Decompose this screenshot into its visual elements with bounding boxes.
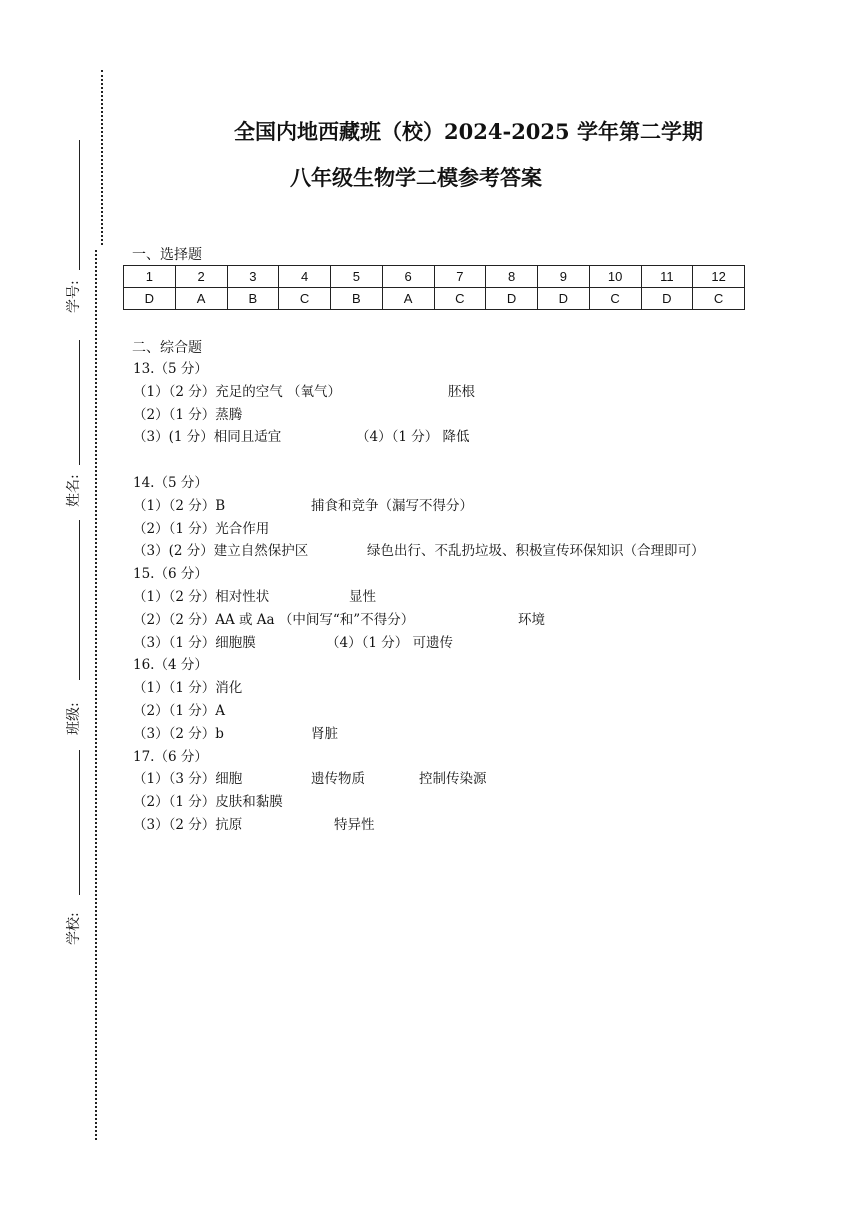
name-underline-lower	[79, 520, 80, 680]
answer-line: （2）（1 分）蒸腾	[133, 406, 243, 423]
answer-cell: C	[693, 288, 745, 310]
comprehensive-answers	[133, 358, 773, 837]
question-number: 2	[175, 266, 227, 288]
answer-text: （1）（3 分）细胞	[133, 771, 243, 788]
answer-cell: A	[175, 288, 227, 310]
page-subtitle: 八年级生物学二模参考答案	[290, 165, 542, 190]
answer-cell: D	[486, 288, 538, 310]
question-14-heading: 14.（5 分）	[133, 474, 208, 491]
answer-text: 环境	[518, 611, 545, 628]
answer-text: （1）（2 分）B	[133, 497, 226, 514]
answer-text: （1）（2 分）相对性状	[133, 588, 270, 605]
answer-cell: D	[641, 288, 693, 310]
answer-cell: D	[124, 288, 176, 310]
answer-cell: C	[279, 288, 331, 310]
answer-table	[123, 265, 745, 310]
section-multiple-choice-heading: 一、选择题	[132, 247, 202, 263]
answer-line	[133, 540, 773, 563]
question-13-heading: 13.（5 分）	[133, 361, 208, 377]
answer-line	[133, 381, 773, 404]
answer-line	[133, 723, 773, 746]
binding-dotted-line-top	[101, 70, 103, 245]
answer-cell: B	[227, 288, 279, 310]
table-row-answers	[124, 288, 745, 310]
question-15-heading: 15.（6 分）	[133, 566, 208, 583]
answer-text: 绿色出行、不乱扔垃圾、积极宣传环保知识（合理即可）	[367, 543, 705, 560]
answer-text: 特异性	[334, 816, 375, 833]
binding-dotted-line	[95, 250, 97, 1140]
school-underline	[79, 840, 80, 895]
name-label: 姓名:	[66, 474, 82, 507]
question-number: 7	[434, 266, 486, 288]
answer-text: （4）（1 分） 可遗传	[326, 634, 454, 651]
page-title: 全国内地西藏班（校）2024-2025 学年第二学期	[234, 119, 703, 144]
question-number: 3	[227, 266, 279, 288]
answer-line: （2）（1 分）皮肤和黏膜	[133, 794, 283, 811]
question-number: 6	[382, 266, 434, 288]
answer-text: 控制传染源	[419, 771, 487, 788]
answer-text: 肾脏	[311, 725, 338, 742]
answer-text: （3）（2 分）b	[133, 725, 224, 742]
answer-line	[133, 495, 773, 518]
answer-cell: D	[538, 288, 590, 310]
answer-cell: B	[331, 288, 383, 310]
answer-text: 胚根	[448, 383, 475, 400]
answer-cell: C	[434, 288, 486, 310]
answer-text: （3）(2 分）建立自然保护区	[133, 543, 309, 560]
section-comprehensive-heading: 二、综合题	[132, 340, 202, 356]
answer-line	[133, 586, 773, 609]
school-label: 学校:	[66, 912, 82, 945]
answer-text: （4）（1 分） 降低	[356, 429, 470, 446]
question-number: 10	[589, 266, 641, 288]
question-number: 9	[538, 266, 590, 288]
student-id-underline	[79, 140, 80, 270]
answer-line	[133, 814, 773, 837]
answer-line: （2）（1 分）A	[133, 702, 225, 719]
question-16-heading: 16.（4 分）	[133, 657, 208, 674]
answer-cell: A	[382, 288, 434, 310]
answer-text: 显性	[349, 588, 376, 605]
answer-text: （1）（2 分）充足的空气 （氧气）	[133, 383, 342, 400]
question-17-heading: 17.（6 分）	[133, 748, 208, 765]
answer-text: （2）（2 分）AA 或 Aa （中间写“和”不得分）	[133, 611, 415, 628]
answer-text: （3）（2 分）抗原	[133, 816, 243, 833]
answer-line	[133, 609, 773, 632]
name-underline	[79, 340, 80, 465]
answer-text: （3）（1 分）细胞膜	[133, 634, 256, 651]
question-number: 1	[124, 266, 176, 288]
table-row-numbers	[124, 266, 745, 288]
question-number: 8	[486, 266, 538, 288]
answer-line: （1）（1 分）消化	[133, 680, 243, 697]
answer-text: 捕食和竞争（漏写不得分）	[311, 497, 473, 514]
answer-line: （2）（1 分）光合作用	[133, 520, 270, 537]
answer-line	[133, 768, 773, 791]
class-label: 班级:	[66, 702, 82, 735]
question-number: 11	[641, 266, 693, 288]
answer-line	[133, 632, 773, 655]
answer-text: 遗传物质	[311, 771, 365, 788]
question-number: 12	[693, 266, 745, 288]
question-number: 4	[279, 266, 331, 288]
answer-line	[133, 426, 773, 449]
student-id-label: 学号:	[66, 280, 82, 313]
question-number: 5	[331, 266, 383, 288]
answer-cell: C	[589, 288, 641, 310]
answer-text: （3）(1 分）相同且适宜	[133, 429, 282, 446]
